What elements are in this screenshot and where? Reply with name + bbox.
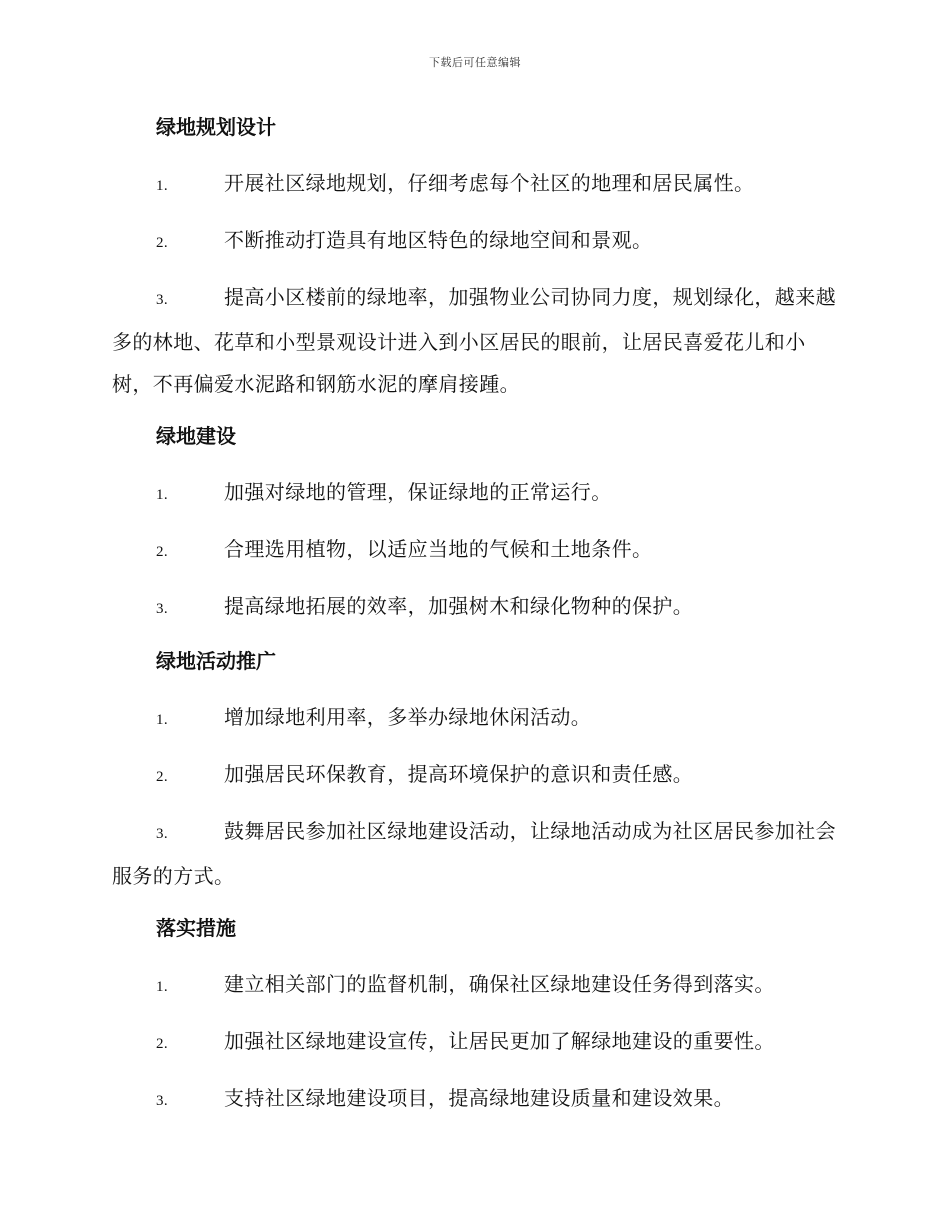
item-text: 开展社区绿地规划，仔细考虑每个社区的地理和居民属性。: [224, 171, 755, 195]
section-heading: 绿地建设: [156, 424, 236, 448]
list-item: [112, 696, 842, 741]
item-number: 2.: [156, 1036, 169, 1052]
section-green-planning: [112, 108, 842, 405]
section-heading: 绿地活动推广: [156, 649, 276, 673]
item-text: 加强社区绿地建设宣传，让居民更加了解绿地建设的重要性。: [224, 1029, 775, 1053]
item-text: 提高绿地拓展的效率，加强树木和绿化物种的保护。: [224, 594, 694, 618]
section-green-construction: [112, 417, 842, 630]
section-heading: 落实措施: [156, 916, 236, 940]
item-number: 1.: [156, 712, 169, 728]
page-header: 下载后可任意编辑: [429, 56, 521, 69]
list-item: [112, 1077, 842, 1122]
item-number: 1.: [156, 979, 169, 995]
item-number: 3.: [156, 292, 169, 308]
list-item: [112, 1020, 842, 1065]
list-item: [112, 585, 842, 630]
item-number: 2.: [156, 235, 169, 251]
item-number: 1.: [156, 178, 169, 194]
document-body: [112, 108, 842, 1134]
item-text: 合理选用植物，以适应当地的气候和土地条件。: [224, 537, 653, 561]
list-item: [112, 963, 842, 1008]
item-number: 2.: [156, 544, 169, 560]
item-text: 不断推动打造具有地区特色的绿地空间和景观。: [224, 228, 653, 252]
section-implementation: [112, 909, 842, 1122]
item-text: 增加绿地利用率，多举办绿地休闲活动。: [224, 705, 592, 729]
item-text: 加强对绿地的管理，保证绿地的正常运行。: [224, 480, 612, 504]
item-number: 2.: [156, 769, 169, 785]
list-item: [112, 810, 842, 897]
item-text: 建立相关部门的监督机制，确保社区绿地建设任务得到落实。: [224, 972, 775, 996]
item-text: 提高小区楼前的绿地率，加强物业公司协同力度，规划绿化，越来越多的林地、花草和小型景观设计进入到小区居民的眼前，让居民喜爱花儿和小树，不再偏爱水泥路和钢筋水泥的摩肩接踵。: [112, 285, 836, 396]
list-item: [112, 471, 842, 516]
item-number: 3.: [156, 1093, 169, 1109]
item-text: 支持社区绿地建设项目，提高绿地建设质量和建设效果。: [224, 1086, 734, 1110]
list-item: [112, 162, 842, 207]
item-text: 鼓舞居民参加社区绿地建设活动，让绿地活动成为社区居民参加社会服务的方式。: [112, 819, 836, 888]
section-green-activity: [112, 642, 842, 897]
section-heading: 绿地规划设计: [156, 115, 276, 139]
item-number: 3.: [156, 601, 169, 617]
item-number: 3.: [156, 826, 169, 842]
list-item: [112, 528, 842, 573]
list-item: [112, 219, 842, 264]
item-number: 1.: [156, 487, 169, 503]
item-text: 加强居民环保教育，提高环境保护的意识和责任感。: [224, 762, 694, 786]
list-item: [112, 276, 842, 405]
list-item: [112, 753, 842, 798]
